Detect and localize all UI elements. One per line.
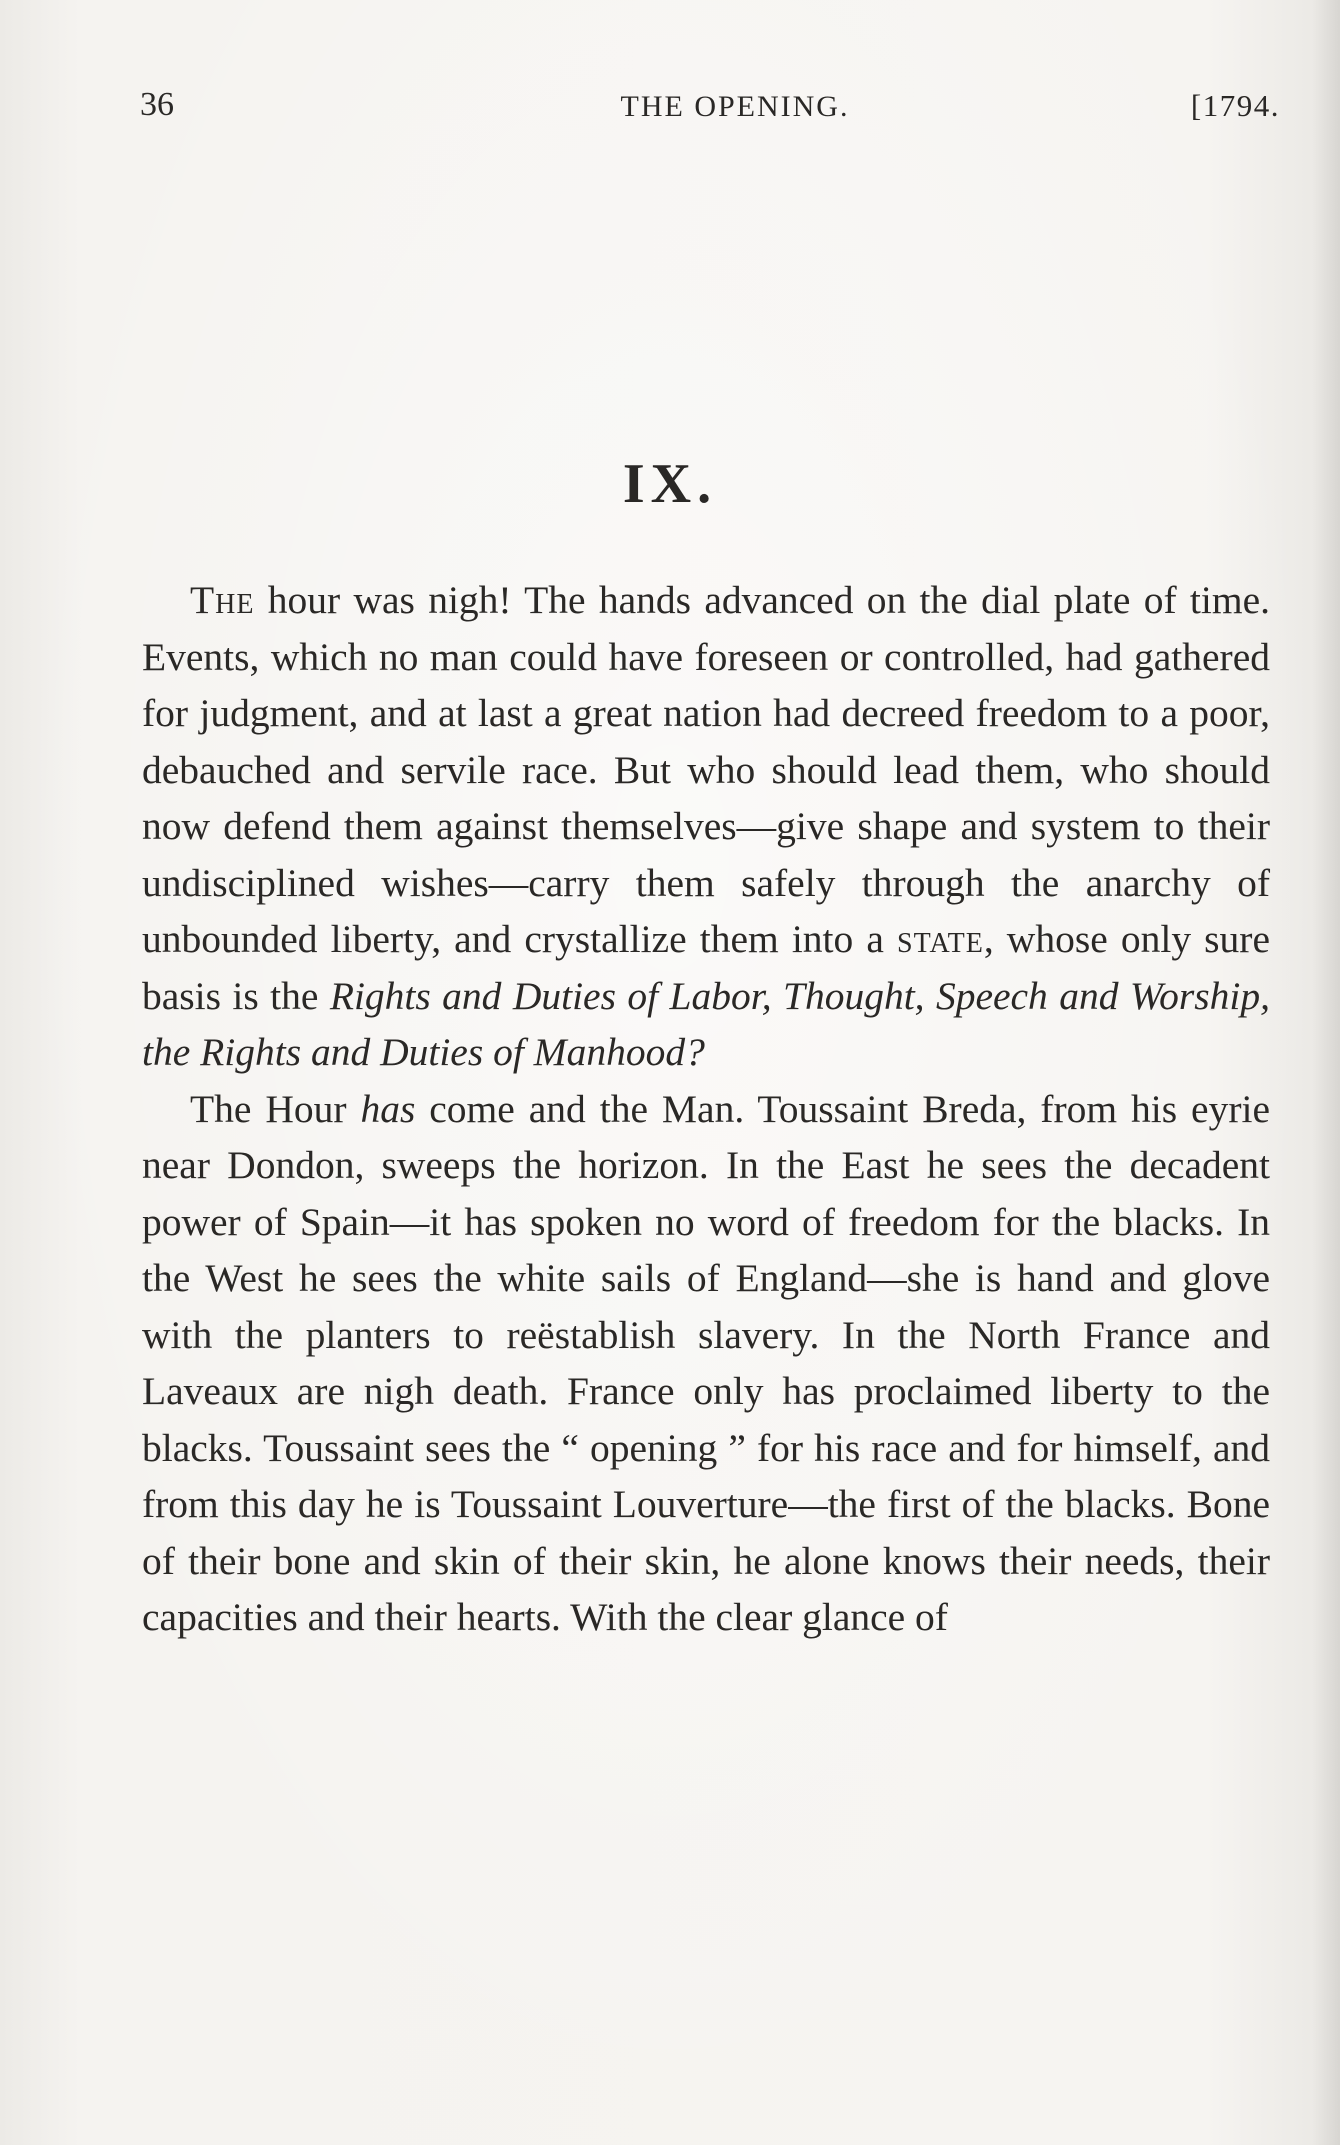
paragraph-2	[142, 1081, 1270, 1646]
paragraph-2-text-a: The Hour	[190, 1086, 361, 1131]
state-small-caps: state	[897, 917, 984, 961]
body-text	[142, 572, 1270, 1646]
opening-small-caps: The	[190, 578, 255, 622]
running-title: THE OPENING.	[620, 90, 850, 123]
running-year: [1794.	[1190, 88, 1280, 123]
chapter-heading: IX.	[622, 453, 718, 515]
page-edge-shadow	[1312, 0, 1340, 2145]
running-head	[140, 86, 1280, 136]
paragraph-1-italic: Rights and Duties of Labor, Thought, Speech and Worship, the Rights and Duties of Manhood?	[142, 973, 1270, 1074]
paragraph-2-text-b: come and the Man. Toussaint Breda, from his eyrie near Dondon, sweeps the horizon. In the East he sees the decadent power of Spain—it has spoken no word of freedom for the blacks. In the West he sees the white sails of England—she is hand and glove with the planters to reëstablish slavery. In the North France and Laveaux are nigh death. France only has proclaimed liberty to the blacks. Toussaint sees the “ opening ” for his race and for himself, and from this day he is Toussaint Louverture—the first of the blacks. Bone of their bone and skin of their skin, he alone knows their needs, their capacities and their hearts. With the clear glance of	[142, 1086, 1271, 1639]
paragraph-1	[142, 572, 1270, 1081]
paragraph-1-text-b: , whose only sure basis is the	[142, 917, 1270, 1018]
paragraph-1-text-a: hour was nigh! The hands advanced on the dial plate of time. Events, which no man could have foreseen or controlled, had gathered for judgment, and at last a great nation had decreed freedom to a poor, debauched and servile race. But who should lead them, who should now defend them against themselves—give shape and system to their undisciplined wishes—carry them safely through the anarchy of unbounded liberty, and crystallize them into a	[142, 578, 1270, 961]
paragraph-2-italic: has	[360, 1086, 416, 1131]
page-number: 36	[140, 86, 174, 123]
